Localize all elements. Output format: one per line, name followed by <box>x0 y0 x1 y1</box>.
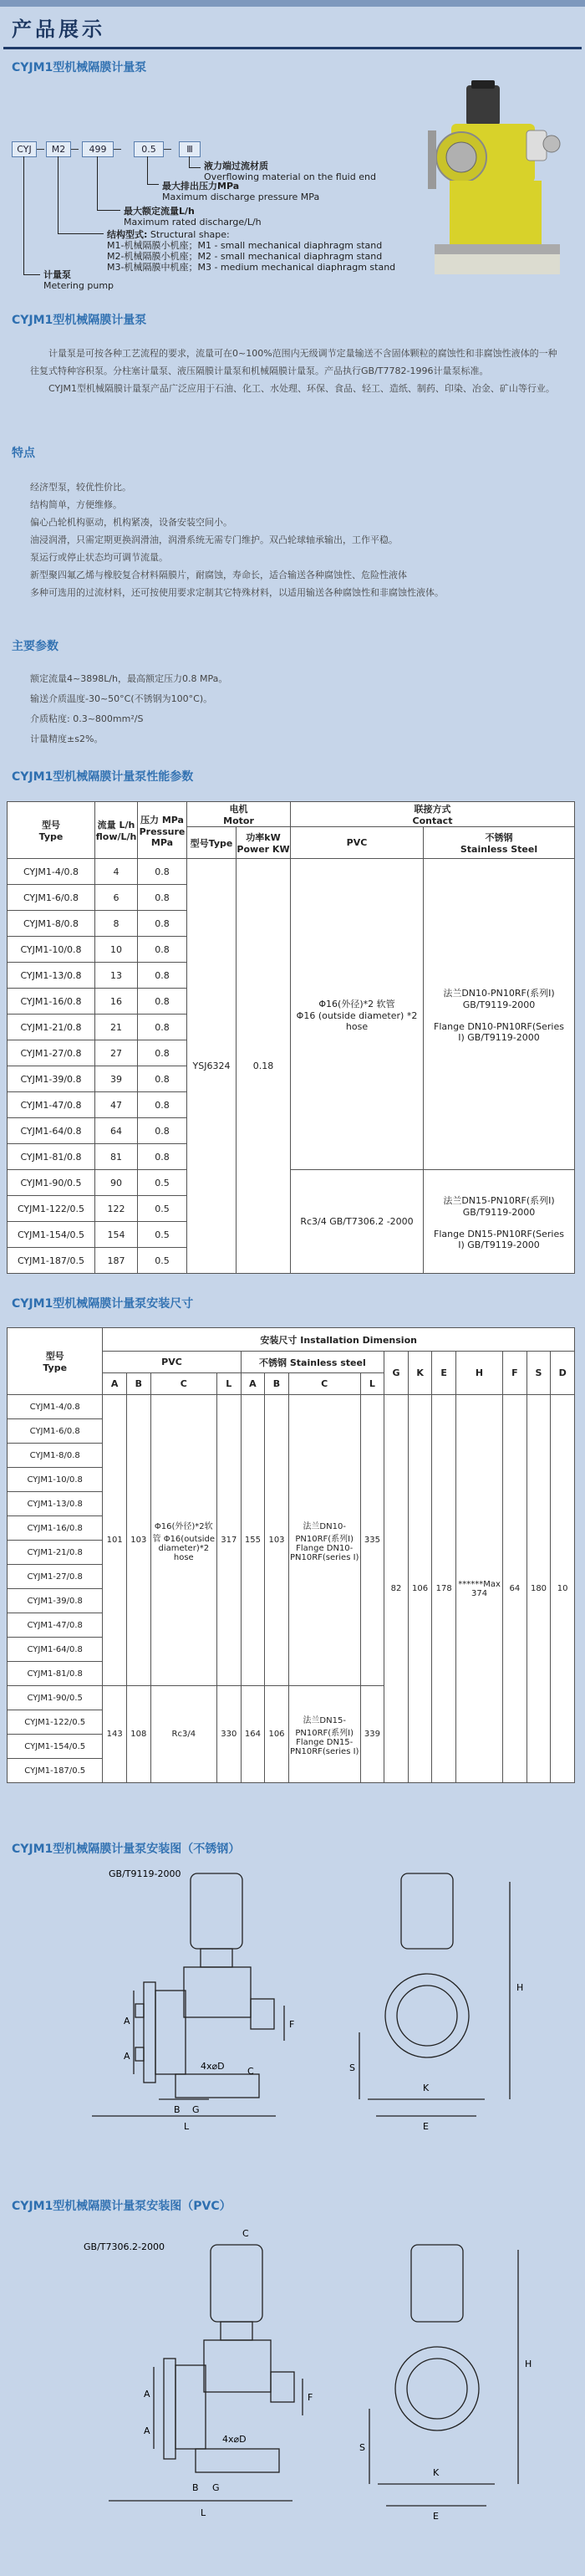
dim-th-type: 型号 Type <box>8 1328 103 1395</box>
table-cell: 0.5 <box>138 1170 187 1196</box>
feature-item: 新型聚四氟乙烯与橡胶复合材料隔膜片，耐腐蚀，寿命长，适合输送各种腐蚀性、危险性液体 <box>30 570 407 580</box>
top-bar <box>0 0 585 7</box>
d2-label-B: B <box>192 2482 199 2493</box>
dim-type-cell: CYJM1-27/0.8 <box>8 1565 103 1589</box>
table-cell: CYJM1-47/0.8 <box>8 1092 95 1118</box>
base-plate <box>435 244 560 254</box>
d1-flange-col <box>144 1982 155 2083</box>
feature-item: 油浸润滑，只需定期更换润滑油，润滑系统无需专门维护。双凸轮球轴承输出，工作平稳。 <box>30 534 398 545</box>
table-row <box>8 1170 575 1196</box>
table-cell: ******Max 374 <box>455 1395 502 1783</box>
legend-pressure: 最大排出压力MPa Maximum discharge pressure MPa <box>162 181 320 202</box>
code-part-1: CYJ <box>12 141 37 157</box>
dim-type-cell: CYJM1-4/0.8 <box>8 1395 103 1419</box>
table-cell: 178 <box>432 1395 456 1783</box>
dim-th-ss-C: C <box>288 1373 360 1395</box>
dim-th-pvc-L: L <box>217 1373 242 1395</box>
page-title: 产品展示 <box>12 16 105 41</box>
dim-th-ss-L: L <box>360 1373 384 1395</box>
d2-pipe-col <box>164 2359 176 2459</box>
th-type: 型号 Type <box>8 802 95 859</box>
table-cell: CYJM1-187/0.5 <box>8 1248 95 1274</box>
dim-type-cell: CYJM1-64/0.8 <box>8 1638 103 1662</box>
d2-label-H: H <box>525 2359 532 2369</box>
d1-side-motor <box>401 1873 453 1949</box>
table-cell: 0.8 <box>138 1066 187 1092</box>
features-heading: 特点 <box>12 447 35 460</box>
dim-th-pvc-A: A <box>103 1373 127 1395</box>
table-cell: 335 <box>360 1395 384 1686</box>
table-cell: 13 <box>95 963 138 989</box>
d1-label-K: K <box>423 2083 430 2093</box>
dim-th-install: 安装尺寸 Installation Dimension <box>103 1328 575 1352</box>
params-heading: 主要参数 <box>12 640 58 653</box>
pump-base <box>450 181 542 248</box>
th-power: 功率kW Power KW <box>237 827 291 859</box>
d2-label-E: E <box>433 2511 439 2522</box>
motor-cap <box>471 80 495 89</box>
table-cell: 0.8 <box>138 937 187 963</box>
dim-th-D: D <box>551 1352 575 1395</box>
d1-base <box>176 2074 259 2098</box>
feature-item: 偏心凸轮机构驱动，机构紧凑，设备安装空间小。 <box>30 517 232 528</box>
table-cell: 27 <box>95 1040 138 1066</box>
d1-label-E: E <box>423 2121 429 2132</box>
adjuster-knob <box>543 135 560 152</box>
table-cell: 10 <box>551 1395 575 1783</box>
table-cell: 0.5 <box>138 1248 187 1274</box>
d1-adjuster <box>251 1999 274 2029</box>
leader-line <box>23 156 24 275</box>
code-dash <box>114 149 121 150</box>
d2-std-label: GB/T7306.2-2000 <box>84 2241 165 2252</box>
d1-flange-top <box>135 2004 144 2017</box>
page-header <box>0 7 585 47</box>
table-cell: 0.8 <box>138 1015 187 1040</box>
params-list <box>30 669 227 749</box>
d2-housing <box>204 2340 271 2392</box>
d2-side-head <box>395 2347 479 2430</box>
dim-th-S: S <box>526 1352 551 1395</box>
table-cell: 0.8 <box>138 1118 187 1144</box>
leader-line <box>147 156 148 185</box>
table-cell: CYJM1-64/0.8 <box>8 1118 95 1144</box>
d1-label-D: 4x⌀D <box>201 2061 225 2072</box>
ss-contact-b: 法兰DN15-PN10RF(系列Ⅰ) GB/T9119-2000 Flange DN15-PN10RF(Series Ⅰ) GB/T9119-2000 <box>424 1170 575 1274</box>
table-cell: CYJM1-13/0.8 <box>8 963 95 989</box>
perf-table-heading: CYJM1型机械隔膜计量泵性能参数 <box>12 770 194 784</box>
dim-th-ss-A: A <box>241 1373 265 1395</box>
table-cell: 64 <box>503 1395 527 1783</box>
dim-type-cell: CYJM1-39/0.8 <box>8 1589 103 1613</box>
d1-label-S: S <box>349 2062 355 2073</box>
table-cell: 0.5 <box>138 1196 187 1222</box>
table-cell: 155 <box>241 1395 265 1686</box>
th-motor: 电机 Motor <box>187 802 291 827</box>
dim-th-G: G <box>384 1352 409 1395</box>
d2-side-motor <box>411 2245 463 2322</box>
pvc-contact-a: Φ16(外径)*2 软管 Φ16 (outside diameter) *2 hose <box>291 859 424 1170</box>
table-cell: 339 <box>360 1686 384 1783</box>
table-cell: 8 <box>95 911 138 937</box>
param-item: 计量精度±s2%。 <box>30 733 104 744</box>
code-part-4: 0.5 <box>134 141 164 157</box>
legend-flow: 最大额定流量L/h Maximum rated discharge/L/h <box>124 206 262 227</box>
code-dash <box>37 149 44 150</box>
dim-type-cell: CYJM1-8/0.8 <box>8 1444 103 1468</box>
d1-label-G: G <box>192 2104 200 2115</box>
th-pvc: PVC <box>291 827 424 859</box>
th-motor-type: 型号Type <box>187 827 237 859</box>
intro-paragraph-1: 计量泵是可按各种工艺流程的要求，流量可在0~100%范围内无级调节定量输送不含固体颗粒的腐蚀性和非腐蚀性液体的一种往复式特种容积泵。分柱塞计量泵、液压隔膜计量泵和机械隔膜计量泵。产品执行GB/T7782-1996计量泵标准。 <box>30 348 557 376</box>
leader-line <box>189 156 190 168</box>
product-heading: CYJM1型机械隔膜计量泵 <box>12 61 147 74</box>
th-stainless: 不锈钢 Stainless Steel <box>424 827 575 859</box>
dim-type-cell: CYJM1-81/0.8 <box>8 1662 103 1686</box>
motor-top <box>466 85 500 125</box>
d2-motor <box>211 2245 262 2322</box>
d1-label-H: H <box>516 1982 524 1993</box>
pump-photo <box>401 80 578 281</box>
param-item: 介质粘度: 0.3~800mm²/S <box>30 713 144 724</box>
code-part-2: M2 <box>46 141 71 157</box>
table-cell: 106 <box>265 1686 289 1783</box>
d1-side-ring <box>397 1986 457 2046</box>
table-cell: 10 <box>95 937 138 963</box>
table-cell: 187 <box>95 1248 138 1274</box>
d1-label-B: B <box>174 2104 181 2115</box>
leader-line <box>147 184 159 185</box>
table-cell: 0.5 <box>138 1222 187 1248</box>
diagram1-heading: CYJM1型机械隔膜计量泵安装图（不锈钢） <box>12 1843 241 1856</box>
d1-label-F: F <box>289 2019 295 2030</box>
table-row <box>8 1395 575 1419</box>
feature-item: 经济型泵，较优性价比。 <box>30 482 131 493</box>
dim-th-ss: 不锈钢 Stainless steel <box>241 1352 384 1373</box>
table-cell: 81 <box>95 1144 138 1170</box>
d2-label-A1: A <box>144 2389 150 2400</box>
dim-type-cell: CYJM1-47/0.8 <box>8 1613 103 1638</box>
intro-heading: CYJM1型机械隔膜计量泵 <box>12 314 147 327</box>
table-cell: 154 <box>95 1222 138 1248</box>
d1-housing <box>184 1967 251 2017</box>
dim-type-cell: CYJM1-90/0.5 <box>8 1686 103 1710</box>
table-cell: 90 <box>95 1170 138 1196</box>
table-cell: 143 <box>103 1686 127 1783</box>
table-cell: 330 <box>217 1686 242 1783</box>
param-item: 额定流量4~3898L/h，最高额定压力0.8 MPa。 <box>30 673 228 684</box>
feature-item: 结构简单，方便维修。 <box>30 499 122 510</box>
code-dash <box>71 149 79 150</box>
d1-head <box>155 1991 186 2074</box>
dim-type-cell: CYJM1-154/0.5 <box>8 1735 103 1759</box>
dim-type-cell: CYJM1-21/0.8 <box>8 1541 103 1565</box>
dim-th-pvc: PVC <box>103 1352 241 1373</box>
d2-label-K: K <box>433 2467 440 2478</box>
d2-label-G: G <box>212 2482 220 2493</box>
table-cell: CYJM1-21/0.8 <box>8 1015 95 1040</box>
table-cell: CYJM1-6/0.8 <box>8 885 95 911</box>
ss-contact-a: 法兰DN10-PN10RF(系列Ⅰ) GB/T9119-2000 Flange DN10-PN10RF(Series Ⅰ) GB/T9119-2000 <box>424 859 575 1170</box>
d1-label-A1: A <box>124 2016 130 2027</box>
legend-pump: 计量泵 Metering pump <box>43 269 114 291</box>
dim-type-cell: CYJM1-13/0.8 <box>8 1492 103 1516</box>
table-cell: 82 <box>384 1395 409 1783</box>
code-part-3: 499 <box>82 141 114 157</box>
th-pressure: 压力 MPa Pressure MPa <box>138 802 187 859</box>
table-cell: 164 <box>241 1686 265 1783</box>
table-cell: 101 <box>103 1395 127 1686</box>
table-cell: 法兰DN10-PN10RF(系列Ⅰ) Flange DN10-PN10RF(series Ⅰ) <box>288 1395 360 1686</box>
table-cell: 16 <box>95 989 138 1015</box>
table-row <box>8 859 575 885</box>
features-list <box>30 478 444 601</box>
table-cell: CYJM1-4/0.8 <box>8 859 95 885</box>
table-cell: 0.8 <box>138 963 187 989</box>
intro-paragraph-2: CYJM1型机械隔膜计量泵产品广泛应用于石油、化工、水处理、环保、食品、轻工、造纸、制药、印染、冶金、矿山等行业。 <box>48 383 555 394</box>
dim-table-heading: CYJM1型机械隔膜计量泵安装尺寸 <box>12 1297 194 1311</box>
table-cell: 0.8 <box>138 911 187 937</box>
legend-structure: 结构型式: Structural shape: M1-机械隔膜小机座；M1 - small mechanical diaphragm stand M2-机械隔膜小机座；M2 - small mechanical diaphragm stand M3-机械隔膜中机座；M3 - medium mechanical diaphragm stand <box>107 229 396 273</box>
d2-neck <box>221 2322 252 2340</box>
pipe <box>428 130 436 189</box>
table-cell: CYJM1-39/0.8 <box>8 1066 95 1092</box>
leader-line <box>97 210 120 211</box>
table-cell: 6 <box>95 885 138 911</box>
d1-neck <box>201 1949 232 1967</box>
legend-material: 液力端过流材质 Overflowing material on the fluid end <box>204 161 376 182</box>
dim-type-cell: CYJM1-122/0.5 <box>8 1710 103 1735</box>
dimension-table <box>7 1327 575 1783</box>
dim-type-cell: CYJM1-16/0.8 <box>8 1516 103 1541</box>
diagram2 <box>75 2225 577 2551</box>
d2-adjuster <box>271 2372 294 2402</box>
leader-line <box>23 274 40 275</box>
table-cell: 法兰DN15-PN10RF(系列Ⅰ) Flange DN15-PN10RF(series Ⅰ) <box>288 1686 360 1783</box>
d1-side-head <box>385 1974 469 2057</box>
table-cell: 122 <box>95 1196 138 1222</box>
table-cell: CYJM1-8/0.8 <box>8 911 95 937</box>
diagram2-heading: CYJM1型机械隔膜计量泵安装图（PVC） <box>12 2200 231 2213</box>
d1-flange-bottom <box>135 2047 144 2061</box>
dim-th-F: F <box>503 1352 527 1395</box>
table-cell: 21 <box>95 1015 138 1040</box>
th-flow: 流量 L/h flow/L/h <box>95 802 138 859</box>
d2-base <box>196 2449 279 2472</box>
th-contact: 联接方式 Contact <box>291 802 575 827</box>
table-cell: 39 <box>95 1066 138 1092</box>
table-cell: Rc3/4 <box>150 1686 216 1783</box>
feature-item: 多种可选用的过流材料，还可按使用要求定制其它特殊材料，以适用输送各种腐蚀性和非腐蚀性液体。 <box>30 587 444 598</box>
code-dash <box>164 149 171 150</box>
table-cell: CYJM1-90/0.5 <box>8 1170 95 1196</box>
performance-table <box>7 801 575 1274</box>
param-item: 输送介质温度-30~50°C(不锈钢为100°C)。 <box>30 693 213 704</box>
d2-label-D: 4x⌀D <box>222 2434 247 2445</box>
table-cell: 0.8 <box>138 989 187 1015</box>
pvc-contact-b: Rc3/4 GB/T7306.2 -2000 <box>291 1170 424 1274</box>
table-cell: CYJM1-16/0.8 <box>8 989 95 1015</box>
dim-th-pvc-B: B <box>126 1373 150 1395</box>
table-cell: 108 <box>126 1686 150 1783</box>
leader-line <box>58 233 104 234</box>
table-cell: 0.8 <box>138 1092 187 1118</box>
power-cell: 0.18 <box>237 859 291 1274</box>
table-cell: 0.8 <box>138 885 187 911</box>
d2-label-A2: A <box>144 2425 150 2436</box>
d2-label-C: C <box>242 2228 249 2239</box>
dim-th-E: E <box>432 1352 456 1395</box>
table-cell: 64 <box>95 1118 138 1144</box>
table-cell: 47 <box>95 1092 138 1118</box>
d1-std-label: GB/T9119-2000 <box>109 1868 181 1879</box>
dim-type-cell: CYJM1-6/0.8 <box>8 1419 103 1444</box>
dim-th-H: H <box>455 1352 502 1395</box>
dim-th-K: K <box>408 1352 432 1395</box>
dim-th-pvc-C: C <box>150 1373 216 1395</box>
diaphragm-center <box>446 142 476 172</box>
header-divider <box>3 47 582 49</box>
table-cell: 0.8 <box>138 1040 187 1066</box>
stand <box>435 254 560 274</box>
table-cell: 180 <box>526 1395 551 1783</box>
table-cell: 103 <box>126 1395 150 1686</box>
d1-label-L: L <box>184 2121 190 2132</box>
table-cell: 106 <box>408 1395 432 1783</box>
d1-motor <box>191 1873 242 1949</box>
d2-label-F: F <box>308 2392 313 2403</box>
feature-item: 泵运行或停止状态均可调节流量。 <box>30 552 168 563</box>
dim-th-ss-B: B <box>265 1373 289 1395</box>
table-cell: CYJM1-154/0.5 <box>8 1222 95 1248</box>
table-cell: 4 <box>95 859 138 885</box>
d2-label-L: L <box>201 2507 206 2518</box>
d2-label-S: S <box>359 2442 365 2453</box>
table-cell: 317 <box>217 1395 242 1686</box>
dim-type-cell: CYJM1-10/0.8 <box>8 1468 103 1492</box>
leader-line <box>97 156 98 211</box>
table-cell: CYJM1-10/0.8 <box>8 937 95 963</box>
table-cell: CYJM1-27/0.8 <box>8 1040 95 1066</box>
table-cell: CYJM1-81/0.8 <box>8 1144 95 1170</box>
diagram1 <box>75 1865 577 2141</box>
d2-side-ring <box>407 2359 467 2419</box>
code-part-5: Ⅲ <box>179 141 201 157</box>
d1-label-C: C <box>247 2066 254 2077</box>
d2-head <box>176 2365 206 2449</box>
table-cell: CYJM1-122/0.5 <box>8 1196 95 1222</box>
dim-type-cell: CYJM1-187/0.5 <box>8 1759 103 1783</box>
d1-label-A2: A <box>124 2051 130 2062</box>
table-cell: 0.8 <box>138 1144 187 1170</box>
leader-line <box>189 167 201 168</box>
table-cell: Φ16(外径)*2软管 Φ16(outside diameter)*2 hose <box>150 1395 216 1686</box>
motor-type-cell: YSJ6324 <box>187 859 237 1274</box>
table-cell: 0.8 <box>138 859 187 885</box>
table-cell: 103 <box>265 1395 289 1686</box>
